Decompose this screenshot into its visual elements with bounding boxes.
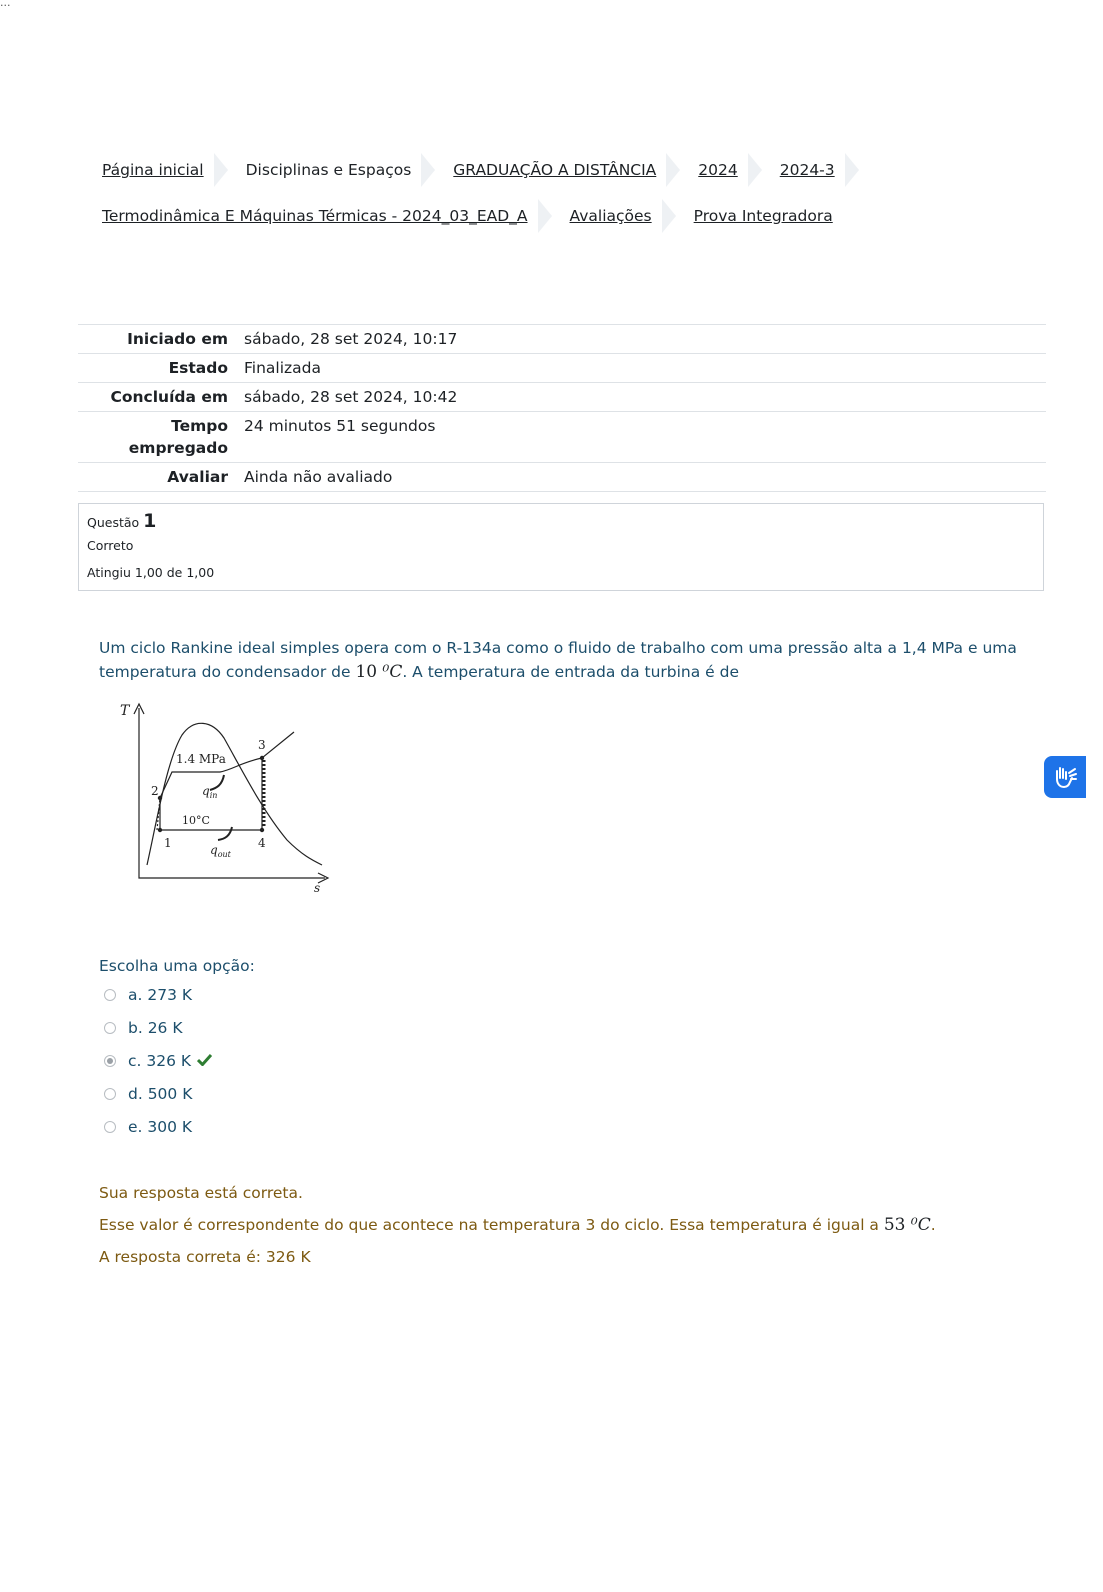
question-text-part2: . A temperatura de entrada da turbina é de bbox=[402, 663, 740, 681]
feedback-explanation-end: . bbox=[930, 1216, 936, 1234]
pressure-label: 1.4 MPa bbox=[176, 752, 226, 766]
breadcrumb-item-course[interactable] bbox=[92, 199, 560, 233]
option-d-label: d. 500 K bbox=[128, 1084, 193, 1103]
option-b[interactable] bbox=[104, 1011, 212, 1044]
temperature-label: 10°C bbox=[182, 814, 210, 827]
breadcrumb-link-avaliacoes[interactable]: Avaliações bbox=[569, 207, 652, 225]
option-b-radio[interactable] bbox=[104, 1022, 116, 1034]
math-temperature bbox=[355, 662, 402, 682]
math-value: 53 bbox=[883, 1215, 906, 1235]
option-d-radio[interactable] bbox=[104, 1088, 116, 1100]
question-info-box bbox=[78, 503, 1044, 591]
math-value: 10 bbox=[355, 662, 378, 682]
q-in-label bbox=[202, 784, 217, 800]
summary-value: Finalizada bbox=[244, 359, 322, 377]
state-point-1 bbox=[158, 828, 162, 832]
feedback-right-answer: A resposta correta é: 326 K bbox=[99, 1248, 311, 1266]
question-text bbox=[99, 636, 1039, 684]
option-a[interactable] bbox=[104, 978, 212, 1011]
feedback-correct: Sua resposta está correta. bbox=[99, 1184, 303, 1202]
chevron-right-icon bbox=[662, 199, 676, 233]
math-temperature-53 bbox=[884, 1215, 931, 1235]
summary-label: Tempo empregado bbox=[128, 417, 228, 457]
breadcrumb-text-disciplinas: Disciplinas e Espaços bbox=[245, 161, 412, 179]
axis-label-s: s bbox=[314, 881, 321, 895]
summary-row-grade bbox=[78, 463, 1046, 492]
check-icon bbox=[197, 1052, 212, 1070]
summary-label: Avaliar bbox=[167, 468, 228, 486]
breadcrumb bbox=[92, 150, 867, 190]
summary-label: Iniciado em bbox=[127, 330, 228, 348]
corner-ellipsis: ... bbox=[0, 0, 11, 9]
breadcrumb-item-2024[interactable] bbox=[688, 153, 769, 187]
option-c-label: c. 326 K bbox=[128, 1051, 192, 1070]
answer-options bbox=[104, 978, 212, 1143]
summary-row-completed bbox=[78, 383, 1046, 412]
summary-value: sábado, 28 set 2024, 10:17 bbox=[244, 330, 458, 348]
breadcrumb-item-avaliacoes[interactable] bbox=[560, 199, 684, 233]
q-out-symbol: q bbox=[210, 843, 218, 857]
option-e-radio[interactable] bbox=[104, 1121, 116, 1133]
axis-label-t: T bbox=[120, 703, 130, 719]
breadcrumb-item-prova[interactable] bbox=[684, 199, 843, 233]
breadcrumb-item-home[interactable] bbox=[92, 153, 236, 187]
summary-value: 24 minutos 51 segundos bbox=[244, 417, 436, 435]
q-out-label bbox=[210, 843, 232, 859]
option-c-radio[interactable] bbox=[104, 1055, 116, 1067]
question-number-value: 1 bbox=[143, 510, 157, 532]
math-unit: ⁰C bbox=[382, 662, 403, 682]
accessibility-widget-button[interactable] bbox=[1044, 756, 1086, 798]
question-number bbox=[87, 510, 1035, 532]
chevron-right-icon bbox=[666, 153, 680, 187]
option-e[interactable] bbox=[104, 1110, 212, 1143]
saturation-dome bbox=[147, 723, 322, 865]
summary-value: sábado, 28 set 2024, 10:42 bbox=[244, 388, 458, 406]
option-d[interactable] bbox=[104, 1077, 212, 1110]
question-prefix: Questão bbox=[87, 515, 140, 530]
option-e-label: e. 300 K bbox=[128, 1117, 193, 1136]
point-label-4: 4 bbox=[258, 836, 266, 850]
breadcrumb-link-prova[interactable]: Prova Integradora bbox=[693, 207, 833, 225]
q-in-arrow bbox=[210, 775, 224, 790]
summary-value: Ainda não avaliado bbox=[244, 468, 393, 486]
breadcrumb-link-course[interactable]: Termodinâmica E Máquinas Térmicas - 2024_03_EAD_A bbox=[102, 207, 528, 225]
state-point-4 bbox=[260, 828, 264, 832]
summary-row-state bbox=[78, 354, 1046, 383]
choose-option-prompt: Escolha uma opção: bbox=[99, 957, 255, 975]
chevron-right-icon bbox=[748, 153, 762, 187]
feedback-block bbox=[99, 1182, 1059, 1278]
summary-label: Estado bbox=[168, 359, 228, 377]
q-out-subscript: out bbox=[217, 850, 231, 859]
breadcrumb-link-graduacao[interactable]: GRADUAÇÃO A DISTÂNCIA bbox=[453, 161, 657, 179]
point-label-2: 2 bbox=[151, 784, 159, 798]
breadcrumb-link-2024-3[interactable]: 2024-3 bbox=[779, 161, 835, 179]
breadcrumb-link-2024[interactable]: 2024 bbox=[698, 161, 738, 179]
q-out-arrow bbox=[218, 827, 232, 840]
option-c[interactable] bbox=[104, 1044, 212, 1077]
chevron-right-icon bbox=[538, 199, 552, 233]
option-a-label: a. 273 K bbox=[128, 985, 193, 1004]
breadcrumb-link-home[interactable]: Página inicial bbox=[102, 161, 204, 179]
breadcrumb-item-graduacao[interactable] bbox=[443, 153, 688, 187]
question-state: Correto bbox=[87, 538, 134, 553]
question-text-part1: Um ciclo Rankine ideal simples opera com o R-134a como o fluido de trabalho com uma pressão alta a 1,4 MPa e uma temperatura do condensador de bbox=[99, 639, 1017, 681]
breadcrumb-item-2024-3[interactable] bbox=[770, 153, 867, 187]
attempt-summary-table bbox=[78, 324, 1046, 492]
feedback-explanation-text: Esse valor é correspondente do que acontece na temperatura 3 do ciclo. Essa temperatura é igual a bbox=[99, 1216, 879, 1234]
option-b-label: b. 26 K bbox=[128, 1018, 183, 1037]
q-in-subscript: in bbox=[209, 791, 218, 800]
question-grade: Atingiu 1,00 de 1,00 bbox=[87, 565, 215, 580]
summary-label: Concluída em bbox=[110, 388, 228, 406]
option-a-radio[interactable] bbox=[104, 989, 116, 1001]
summary-row-started bbox=[78, 325, 1046, 354]
sign-language-hands-icon bbox=[1051, 763, 1079, 791]
state-point-3 bbox=[260, 756, 264, 760]
math-unit: ⁰C bbox=[910, 1215, 931, 1235]
feedback-explanation bbox=[99, 1214, 1059, 1236]
ts-diagram-image bbox=[112, 700, 337, 900]
breadcrumb-item-disciplinas bbox=[236, 153, 444, 187]
chevron-right-icon bbox=[845, 153, 859, 187]
diagram-axes bbox=[139, 708, 325, 878]
point-label-3: 3 bbox=[258, 738, 266, 752]
cycle-high-pressure-line bbox=[160, 732, 294, 830]
breadcrumb-row-2 bbox=[92, 196, 843, 236]
chevron-right-icon bbox=[214, 153, 228, 187]
summary-row-time-taken bbox=[78, 412, 1046, 463]
point-label-1: 1 bbox=[164, 836, 172, 850]
chevron-right-icon bbox=[421, 153, 435, 187]
q-in-symbol: q bbox=[202, 784, 210, 798]
